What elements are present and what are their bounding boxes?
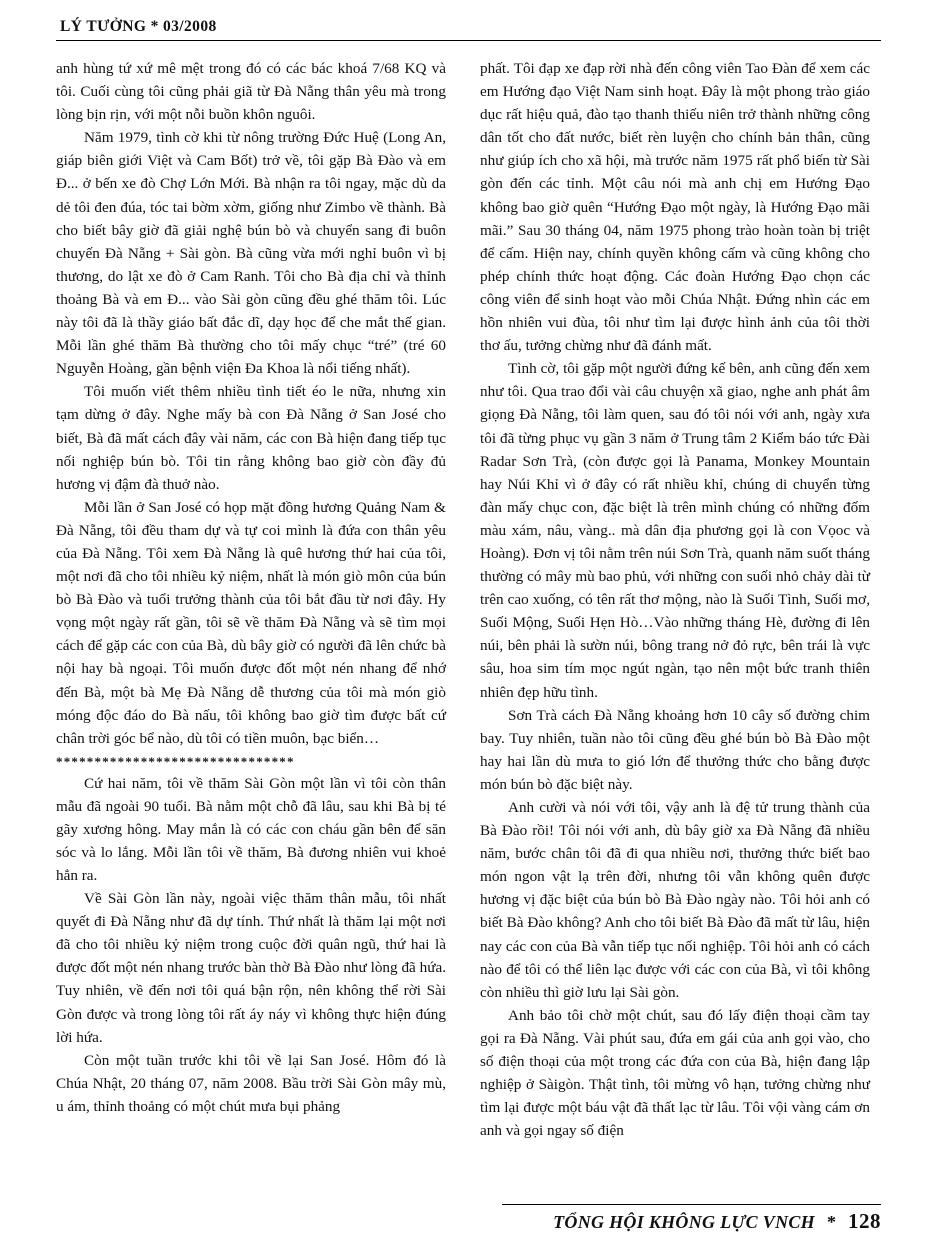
paragraph: Mỗi lần ở San José có họp mặt đồng hương Quảng Nam & Đà Nẵng, tôi đều tham dự và tự coi mình là đứa con thân yêu của Đà Nẵng. Tôi xem Đà Nẵng là quê hương thứ hai của tôi, một nơi đã cho tôi nhiều kỷ niệm, nhất là món giò môn của bún bò Bà Đào và tuổi trưởng thành của tôi bắt đầu từ nơi đây. Hy vọng một ngày rất gần, tôi sẽ về thăm Đà Nẵng và sẽ tìm mọi cách để gặp các con của Bà, dù bây giờ có người đã lên chức bà nội hay bà ngoại. Tôi muốn được đốt một nén nhang để nhớ đến Bà, một bà Mẹ Đà Nẵng dễ thương của tôi mà món giò móng độc đáo do Bà nấu, tôi không bao giờ tìm được bất cứ chân trời góc bể nào, dù tôi có tiền muôn, bạc biển… xyxy=(56,498,446,747)
left-column xyxy=(56,57,446,1179)
two-column-body xyxy=(56,57,881,1179)
paragraph: Tình cờ, tôi gặp một người đứng kế bên, anh cũng đến xem như tôi. Qua trao đổi vài câu chuyện xã giao, nghe anh phát âm giọng Đà Nẵng, tôi làm quen, sau đó tôi nói với anh, ngày xưa tôi đã từng phục vụ gần 3 năm ở Trung tâm 2 Kiểm báo tức Đài Radar Sơn Trà, (còn được gọi là Panama, Monkey Mountain hay Núi Khỉ vì ở đây có rất nhiều khỉ, chúng di chuyển từng đàn mấy chục con, đặc biệt là trên mình chúng có những đốm màu xám, nâu, vàng.. mà dân địa phương gọi là con Vọoc và Hoàng). Đơn vị tôi nằm trên núi Sơn Trà, quanh năm suốt tháng thường có mây mù bao phủ, với những con suối nhỏ chảy dài từ trên cao xuống, có tên rất thơ mộng, nào là Suối Tình, Suối mơ, Suối Mộng, Suối Hẹn Hò…Vào những tháng Hè, đường đi lên núi, bên phải là sườn núi, bông trang nở đỏ rực, bên trái là vực sâu, hoa sim tím mọc ngút ngàn, tạo nên một bức tranh thiên nhiên đẹp hữu tình. xyxy=(480,360,870,701)
footer-line xyxy=(56,1209,881,1234)
header-title: LÝ TƯỞNG * 03/2008 xyxy=(60,18,217,35)
right-column xyxy=(480,57,870,1179)
paragraph: Năm 1979, tình cờ khi từ nông trường Đức Huệ (Long An, giáp biên giới Việt và Cam Bốt) trở về, tôi gặp Bà Đào và em Đ... ở bến xe đò Chợ Lớn Mới. Bà nhận ra tôi ngay, mặc dù da dẻ tôi đen đúa, tóc tai bờm xờm, giống như Zimbo về thành. Bà cho biết bây giờ đã giải nghệ bún bò và chuyển sang đi buôn chuyến Đà Nẵng + Sài gòn. Bà cũng vừa mới nghỉ buôn vì bị thương, do lật xe đò ở Cam Ranh. Tôi cho Bà địa chỉ và thỉnh thoảng Bà và em Đ... vào Sài gòn cũng đều ghé thăm tôi. Lúc này tôi đã là thầy giáo bất đắc dĩ, dạy học để che mắt thế gian. Mỗi lần ghé thăm Bà thường cho tôi mấy chục “tré” (tré 60 Nguyễn Hoàng, gần bệnh viện Đa Khoa là nổi tiếng nhất). xyxy=(56,129,446,378)
page-number: 128 xyxy=(848,1209,881,1233)
paragraph: Về Sài Gòn lần này, ngoài việc thăm thân mẫu, tôi nhất quyết đi Đà Nẵng như đã dự tính. Thứ nhất là thăm lại một nơi đã cho tôi nhiều kỷ niệm trong cuộc đời quân ngũ, thứ hai là được đốt một nén nhang trước bàn thờ Bà Đào như lòng đã hứa. Tuy nhiên, về đến nơi tôi quá bận rộn, nên không thể rời Sài Gòn được và trong lòng tôi rất áy náy vì không thực hiện đúng lời hứa. xyxy=(56,890,446,1046)
paragraph: anh hùng tứ xứ mê mệt trong đó có các bác khoá 7/68 KQ và tôi. Cuối cùng tôi cũng phải giã từ Đà Nẵng thân yêu mà trong lòng bịn rịn, với một nỗi buồn khôn nguôi. xyxy=(56,60,446,124)
footer-title: TỔNG HỘI KHÔNG LỰC VNCH xyxy=(553,1212,815,1232)
paragraph: phất. Tôi đạp xe đạp rời nhà đến công viên Tao Đàn để xem các em Hướng đạo Việt Nam sinh hoạt. Đây là một phong trào giáo dục rất hiệu quả, đào tạo thanh thiếu niên trở thành những công dân tốt cho đất nước, biết rèn luyện cho chính bản thân, cũng như giúp ích cho xã hội, mà trước năm 1975 rất phổ biến từ Sài gòn đến các tỉnh. Một câu nói mà anh chị em Hướng Đạo không bao giờ quên “Hướng Đạo một ngày, là Hướng Đạo mãi mãi.” Sau 30 tháng 04, năm 1975 phong trào hoàn toàn bị triệt để cấm. Hiện nay, chính quyền không cấm và cũng không cho phép chính thức hoạt động. Các đoàn Hướng Đạo chọn các công viên để sinh hoạt vào mỗi Chúa Nhật. Đứng nhìn các em hồn nhiên vui đùa, tôi như tìm lại được hình ảnh của tôi thời thơ ấu, tưởng chừng như đã đánh mất. xyxy=(480,60,870,355)
page-footer xyxy=(56,1204,881,1234)
paragraph: Cứ hai năm, tôi về thăm Sài Gòn một lần vì tôi còn thân mẫu đã ngoài 90 tuổi. Bà nằm một chỗ đã lâu, sau khi Bà bị té gãy xương hông. May mắn là có các con cháu gần bên để săn sóc và lo lắng. Mỗi lần tôi về thăm, Bà đương nhiên vui khoẻ hẳn ra. xyxy=(56,774,446,884)
paragraph: Anh cười và nói với tôi, vậy anh là đệ tử trung thành của Bà Đào rồi! Tôi nói với anh, dù bây giờ xa Đà Nẵng đã nhiều năm, bước chân tôi đã đi qua nhiều nơi, thưởng thức biết bao món ngon vật lạ trên đời, nhưng tôi vẫn không quên được hương vị đặc biệt của bún bò Bà Đào ngày nào. Tôi hỏi anh có biết Bà Đào không? Anh cho tôi biết Bà Đào đã mất từ lâu, hiện nay các con của Bà vẫn tiếp tục nối nghiệp. Tôi hỏi anh có cách nào để tôi có thể liên lạc được với các con của Bà, vì tôi không còn nhiều thì giờ lưu lại Sài gòn. xyxy=(480,799,870,1001)
section-divider-stars: ******************************* xyxy=(56,753,295,769)
header-divider xyxy=(56,40,881,41)
footer-star-icon: * xyxy=(827,1212,836,1232)
paragraph: Anh bảo tôi chờ một chút, sau đó lấy điện thoại cầm tay gọi ra Đà Nẵng. Vài phút sau, đứa em gái của anh gọi vào, cho số điện thoại của một trong các đứa con của Bà, hiện đang lập nghiệp ở Sàigòn. Thật tình, tôi mừng vô hạn, tưởng chừng như tìm lại được một báu vật đã thất lạc từ lâu. Tôi vội vàng cám ơn anh và gọi ngay số điện xyxy=(480,1006,870,1140)
paragraph: Sơn Trà cách Đà Nẵng khoảng hơn 10 cây số đường chim bay. Tuy nhiên, tuần nào tôi cũng đều ghé bún bò Bà Đào một hay hai lần dù mưa to gió lớn để thưởng thức cho bằng được món bún bò đặc biệt này. xyxy=(480,706,870,793)
footer-divider xyxy=(502,1204,882,1205)
paragraph: Tôi muốn viết thêm nhiều tình tiết éo le nữa, nhưng xin tạm dừng ở đây. Nghe mấy bà con Đà Nẵng ở San José cho biết, Bà đã mất cách đây vài năm, các con Bà hiện đang tiếp tục nối nghiệp bún bò. Tôi tin rằng không bao giờ còn đầy đủ hương vị đậm đà thuở nào. xyxy=(56,383,446,493)
paragraph: Còn một tuần trước khi tôi về lại San José. Hôm đó là Chúa Nhật, 20 tháng 07, năm 2008. Bầu trời Sài Gòn mây mù, u ám, thỉnh thoảng có một chút mưa bụi phảng xyxy=(56,1051,446,1115)
page-header xyxy=(56,18,881,36)
